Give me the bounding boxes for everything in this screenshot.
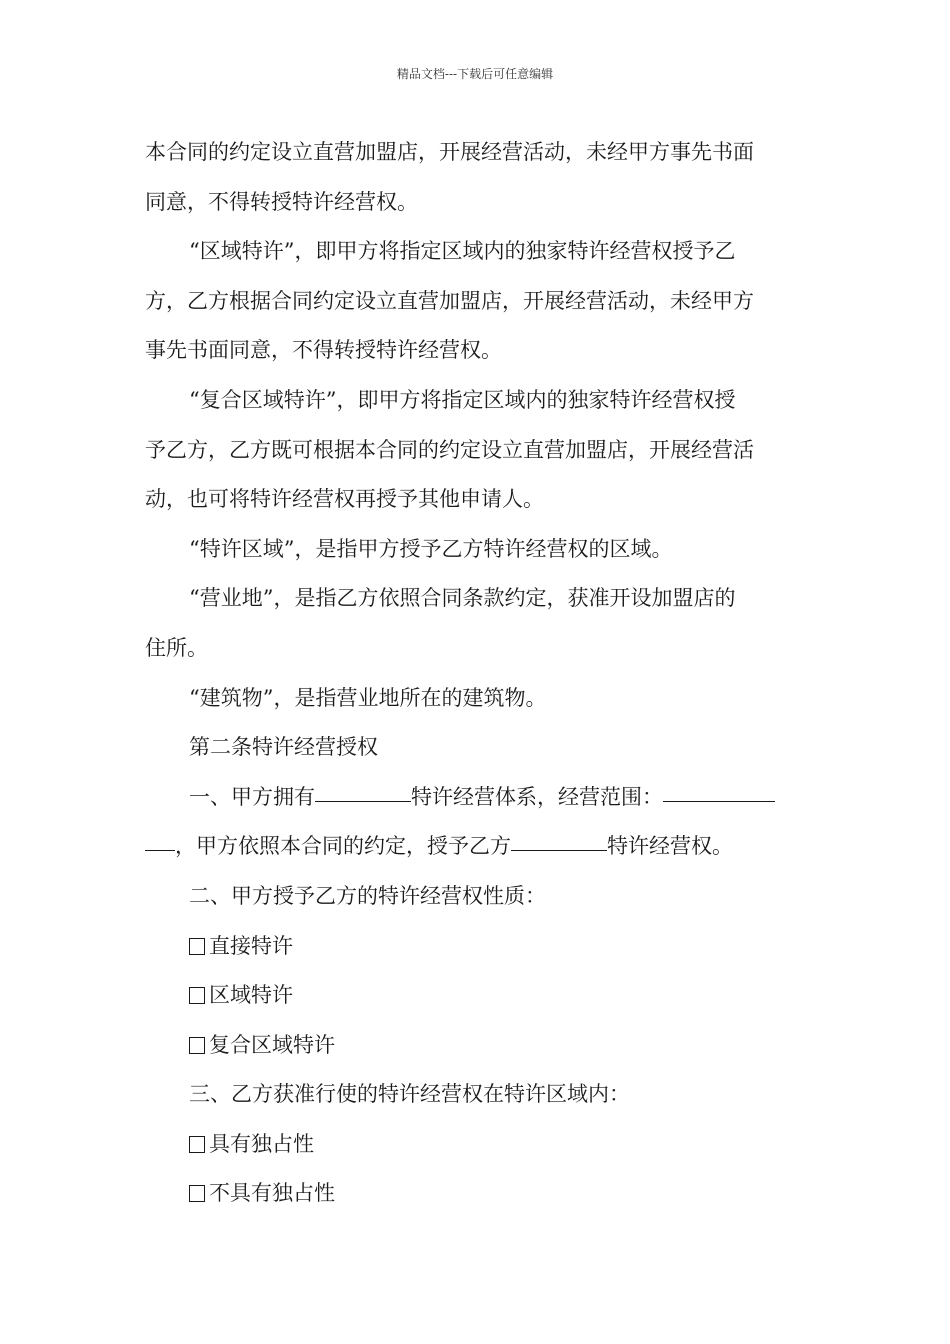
item-3: 三、乙方获准行使的特许经营权在特许区域内： [189,1082,630,1107]
paragraph-line: “特许区域”，是指甲方授予乙方特许经营权的区域。 [189,536,673,561]
item-1-text-d: 特许经营权。 [607,834,733,859]
fill-blank-scope[interactable] [663,801,775,802]
checkbox-regional[interactable] [189,987,205,1004]
paragraph-line: 本合同的约定设立直营加盟店，开展经营活动，未经甲方事先书面 [145,140,754,164]
paragraph-line: 予乙方，乙方既可根据本合同的约定设立直营加盟店，开展经营活 [145,437,754,462]
option-label: 具有独占性 [209,1131,314,1156]
paragraph-line: “建筑物”，是指营业地所在的建筑物。 [189,685,547,710]
checkbox-exclusive[interactable] [189,1136,205,1153]
item-1-text-a: 一、甲方拥有 [189,784,315,809]
checkbox-non-exclusive[interactable] [189,1185,205,1202]
checkbox-direct[interactable] [189,938,205,955]
option-label: 直接特许 [209,933,293,958]
paragraph-line: 事先书面同意，不得转授特许经营权。 [145,338,502,363]
option-non-exclusive [145,1169,810,1219]
item-2: 二、甲方授予乙方的特许经营权性质： [189,883,546,908]
item-1-text-c: ，甲方依照本合同的约定，授予乙方 [175,834,511,859]
option-label: 复合区域特许 [209,1032,335,1057]
item-1-text-b: 特许经营体系，经营范围： [411,784,663,809]
fill-blank-scope-continued[interactable] [145,850,175,851]
item-1-line-1 [145,773,810,823]
item-1-line-2 [145,822,810,872]
paragraph-line: 动，也可将特许经营权再授予其他申请人。 [145,487,544,512]
option-label: 不具有独占性 [209,1181,335,1206]
paragraph-line: 同意，不得转授特许经营权。 [145,189,418,214]
option-exclusive [145,1120,810,1170]
checkbox-composite[interactable] [189,1037,205,1054]
fill-blank-system[interactable] [315,801,411,802]
option-regional-franchise [145,971,810,1021]
paragraph-line: “复合区域特许”，即甲方将指定区域内的独家特许经营权授 [189,387,736,412]
paragraph-line: 住所。 [145,635,208,660]
page-header: 精品文档---下载后可任意编辑 [396,67,554,81]
fill-blank-right-type[interactable] [511,850,607,851]
option-direct-franchise [145,922,810,972]
paragraph-line: “区域特许”，即甲方将指定区域内的独家特许经营权授予乙 [189,239,736,264]
paragraph-line: “营业地”，是指乙方依照合同条款约定，获准开设加盟店的 [189,586,736,611]
option-label: 区域特许 [209,983,293,1008]
article-title: 第二条特许经营授权 [189,735,378,760]
paragraph-line: 方，乙方根据合同约定设立直营加盟店，开展经营活动，未经甲方 [145,288,754,313]
document-body [145,128,810,1219]
option-composite-franchise [145,1021,810,1071]
